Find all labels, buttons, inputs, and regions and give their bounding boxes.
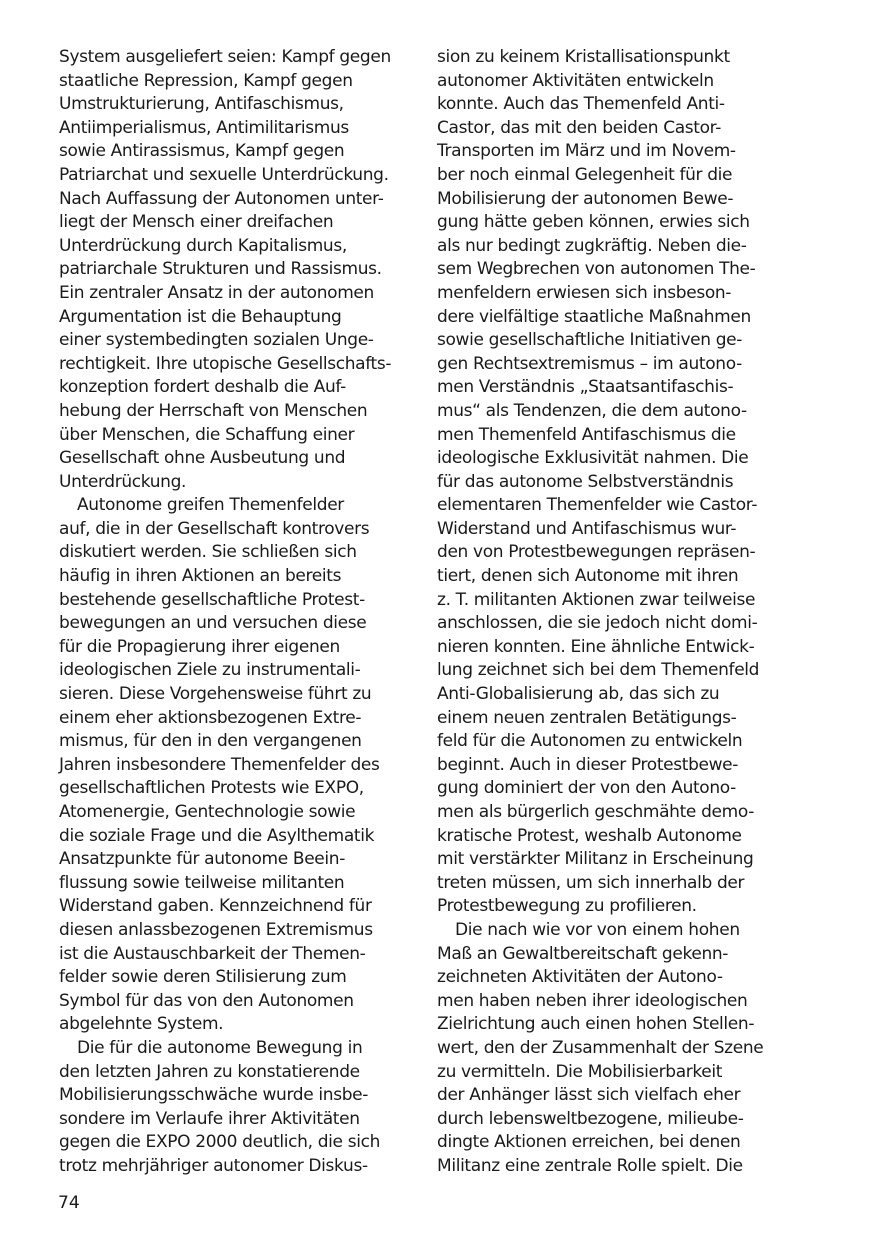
right-text-column [437, 46, 782, 1179]
text-line: ist die Austauschbarkeit der Themen- [59, 943, 366, 964]
text-line: menfeldern erwiesen sich insbeson- [437, 282, 732, 303]
text-line: diesen anlassbezogenen Extremismus [59, 919, 373, 940]
text-line: Mobilisierungsschwäche wurde insbe- [59, 1085, 369, 1106]
text-line: men Verständnis „Staatsantifaschis- [437, 377, 734, 398]
text-line: elementaren Themenfelder wie Castor- [437, 495, 758, 516]
text-line: Nach Auffassung der Autonomen unter- [59, 188, 384, 209]
text-line: Castor, das mit den beiden Castor- [437, 117, 722, 138]
text-line: bewegungen an und versuchen diese [59, 613, 367, 634]
text-line: Militanz eine zentrale Rolle spielt. Die [437, 1155, 743, 1176]
text-line: felder sowie deren Stilisierung zum [59, 967, 347, 988]
text-line: mit verstärkter Militanz in Erscheinung [437, 849, 754, 870]
text-line: bestehende gesellschaftliche Protest- [59, 589, 365, 610]
text-line: sem Wegbrechen von autonomen The- [437, 259, 756, 280]
left-text-column [59, 46, 404, 1179]
text-line: gung hätte geben können, erwies sich [437, 212, 750, 233]
text-line: den letzten Jahren zu konstatierende [59, 1061, 360, 1082]
text-line: zeichneten Aktivitäten der Autono- [437, 967, 723, 988]
text-line: Widerstand und Antifaschismus wur- [437, 518, 737, 539]
text-line: für die Propagierung ihrer eigenen [59, 636, 340, 657]
text-line: Gesellschaft ohne Ausbeutung und [59, 448, 346, 469]
text-line: Transporten im März und im Novem- [437, 141, 736, 162]
text-line: gegen die EXPO 2000 deutlich, die sich [59, 1132, 380, 1153]
text-line: zu vermitteln. Die Mobilisierbarkeit [437, 1061, 723, 1082]
text-line: einem eher aktionsbezogenen Extre- [59, 707, 362, 728]
text-line: beginnt. Auch in dieser Protestbewe- [437, 754, 739, 775]
text-line: dingte Aktionen erreichen, bei denen [437, 1132, 741, 1153]
text-line: durch lebensweltbezogene, milieube- [437, 1108, 744, 1129]
text-line: Argumentation ist die Behauptung [59, 306, 342, 327]
text-line: treten müssen, um sich innerhalb der [437, 872, 745, 893]
text-line: der Anhänger lässt sich vielfach eher [437, 1085, 741, 1106]
text-line: Jahren insbesondere Themenfelder des [59, 754, 380, 775]
text-line: konzeption fordert deshalb die Auf- [59, 377, 346, 398]
text-line: Unterdrückung. [59, 471, 187, 492]
text-line: auf, die in der Gesellschaft kontrovers [59, 518, 370, 539]
text-line: mismus, für den in den vergangenen [59, 731, 362, 752]
text-line: Atomenergie, Gentechnologie sowie [59, 802, 356, 822]
text-line: Widerstand gaben. Kennzeichnend für [59, 896, 372, 917]
text-line: rechtigkeit. Ihre utopische Gesellschafts- [59, 353, 392, 374]
text-line: nieren konnten. Eine ähnliche Entwick- [437, 636, 755, 657]
text-line: trotz mehrjähriger autonomer Diskus- [59, 1155, 368, 1176]
text-line: men haben neben ihrer ideologischen [437, 990, 748, 1011]
text-line: flussung sowie teilweise militanten [59, 872, 345, 893]
text-line: Mobilisierung der autonomen Bewe- [437, 188, 734, 209]
page-number: 74 [58, 1193, 80, 1213]
text-line: den von Protestbewegungen repräsen- [437, 542, 756, 563]
text-line: men als bürgerlich geschmähte demo- [437, 802, 754, 822]
text-line: kratische Protest, weshalb Autonome [437, 825, 742, 846]
text-line: Die für die autonome Bewegung in [77, 1037, 363, 1058]
text-line: Maß an Gewaltbereitschaft gekenn- [437, 943, 729, 964]
text-line: feld für die Autonomen zu entwickeln [437, 731, 743, 752]
text-line: z. T. militanten Aktionen zwar teilweise [437, 589, 756, 610]
text-line: mus“ als Tendenzen, die dem autono- [437, 400, 747, 421]
text-line: hebung der Herrschaft von Menschen [59, 400, 368, 421]
text-line: wert, den der Zusammenhalt der Szene [437, 1037, 764, 1058]
text-line: ideologische Exklusivität nahmen. Die [437, 448, 749, 469]
text-line: Protestbewegung zu profilieren. [437, 896, 697, 917]
text-line: abgelehnte System. [59, 1014, 224, 1035]
text-line: einem neuen zentralen Betätigungs- [437, 707, 737, 728]
text-line: Die nach wie vor von einem hohen [455, 919, 740, 940]
text-line: gesellschaftlichen Protests wie EXPO, [59, 778, 364, 799]
text-line: sieren. Diese Vorgehensweise führt zu [59, 684, 372, 705]
text-line: anschlossen, die sie jedoch nicht domi- [437, 613, 758, 634]
text-line: men Themenfeld Antifaschismus die [437, 424, 736, 445]
text-line: Antiimperialismus, Antimilitarismus [59, 117, 349, 138]
text-line: als nur bedingt zugkräftig. Neben die- [437, 235, 747, 256]
text-line: konnte. Auch das Themenfeld Anti- [437, 94, 725, 115]
text-line: sowie gesellschaftliche Initiativen ge- [437, 330, 743, 351]
text-line: Anti-Globalisierung ab, das sich zu [437, 684, 720, 705]
text-line: Ansatzpunkte für autonome Beein- [59, 849, 346, 870]
text-line: Zielrichtung auch einen hohen Stellen- [437, 1014, 755, 1035]
text-line: dere vielfältige staatliche Maßnahmen [437, 306, 751, 327]
text-line: System ausgeliefert seien: Kampf gegen [59, 47, 391, 67]
text-line: liegt der Mensch einer dreifachen [59, 212, 334, 233]
text-line: Umstrukturierung, Antifaschismus, [59, 94, 344, 115]
text-line: sondere im Verlaufe ihrer Aktivitäten [59, 1108, 360, 1129]
text-line: Symbol für das von den Autonomen [59, 990, 354, 1011]
text-line: für das autonome Selbstverständnis [437, 471, 734, 492]
text-line: einer systembedingten sozialen Unge- [59, 330, 374, 351]
text-line: häufig in ihren Aktionen an bereits [59, 566, 342, 587]
text-line: Unterdrückung durch Kapitalismus, [59, 235, 347, 256]
text-line: Ein zentraler Ansatz in der autonomen [59, 282, 374, 303]
text-line: lung zeichnet sich bei dem Themenfeld [437, 660, 760, 681]
text-line: ber noch einmal Gelegenheit für die [437, 164, 733, 185]
text-line: Patriarchat und sexuelle Unterdrückung. [59, 164, 389, 185]
text-line: sion zu keinem Kristallisationspunkt [437, 47, 730, 67]
text-line: gung dominiert der von den Autono- [437, 778, 736, 799]
text-line: tiert, denen sich Autonome mit ihren [437, 566, 739, 587]
text-line: autonomer Aktivitäten entwickeln [437, 70, 714, 91]
text-line: patriarchale Strukturen und Rassismus. [59, 259, 382, 280]
text-line: sowie Antirassismus, Kampf gegen [59, 141, 345, 162]
text-line: die soziale Frage und die Asylthematik [59, 825, 375, 846]
text-line: staatliche Repression, Kampf gegen [59, 70, 353, 91]
text-line: ideologischen Ziele zu instrumentali- [59, 660, 361, 681]
text-line: gen Rechtsextremismus – im autono- [437, 353, 742, 374]
text-line: über Menschen, die Schaffung einer [59, 424, 355, 445]
text-line: diskutiert werden. Sie schließen sich [59, 542, 357, 563]
text-line: Autonome greifen Themenfelder [77, 495, 344, 516]
